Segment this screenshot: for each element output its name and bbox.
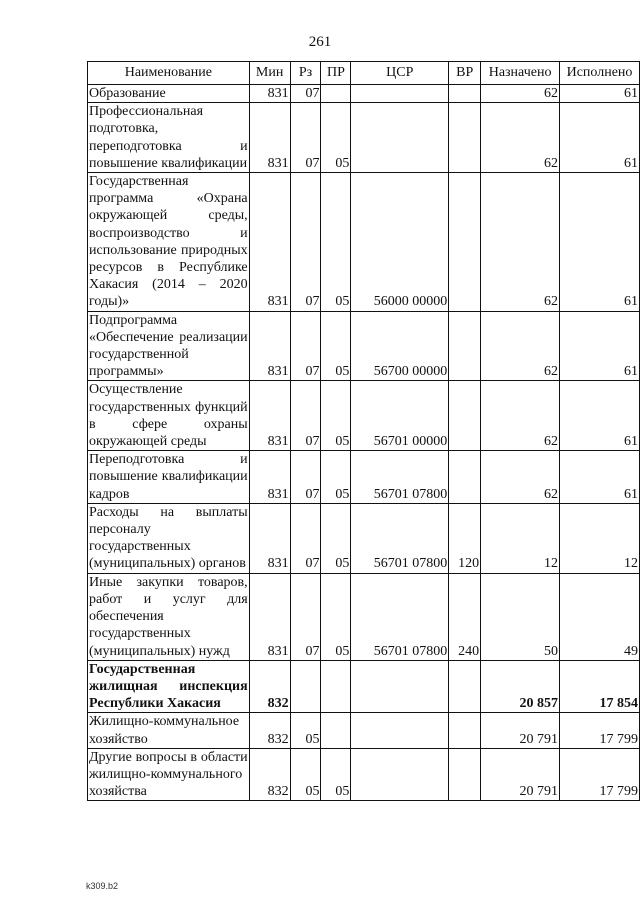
header-vr: ВР xyxy=(449,62,481,85)
row-name: Государственная жилищная инспекция Республики Хакасия xyxy=(89,661,248,712)
row-csr xyxy=(351,748,449,801)
row-pr: 05 xyxy=(321,451,351,504)
table-row xyxy=(88,451,640,504)
row-pr: 05 xyxy=(321,748,351,801)
row-min: 832 xyxy=(249,660,290,713)
row-min: 832 xyxy=(249,748,290,801)
row-name: Профессиональная подготовка, переподготовка и повышение квалификации xyxy=(89,104,248,171)
header-name: Наименование xyxy=(88,62,250,85)
row-name: Подпрограмма «Обеспечение реализации государственной программы» xyxy=(89,312,248,380)
row-executed: 61 xyxy=(560,451,640,504)
row-executed: 17 799 xyxy=(560,748,640,801)
header-assigned: Назначено xyxy=(481,62,560,85)
row-rz: 05 xyxy=(290,713,321,748)
row-pr: 05 xyxy=(321,381,351,451)
row-vr xyxy=(449,451,481,504)
table-row xyxy=(88,713,640,748)
row-assigned: 62 xyxy=(481,173,560,312)
header-pr: ПР xyxy=(321,62,351,85)
table-row xyxy=(88,173,640,312)
row-name: Другие вопросы в области жилищно-коммунального хозяйства xyxy=(89,749,248,800)
row-rz xyxy=(290,660,321,713)
row-csr: 56701 07800 xyxy=(351,503,449,573)
row-vr xyxy=(449,748,481,801)
row-assigned: 20 857 xyxy=(481,660,560,713)
row-csr xyxy=(351,713,449,748)
row-executed: 17 854 xyxy=(560,660,640,713)
row-executed: 17 799 xyxy=(560,713,640,748)
header-executed: Исполнено xyxy=(560,62,640,85)
row-rz: 07 xyxy=(290,451,321,504)
header-min: Мин xyxy=(249,62,290,85)
row-rz: 07 xyxy=(290,173,321,312)
row-csr: 56701 07800 xyxy=(351,573,449,660)
row-pr: 05 xyxy=(321,573,351,660)
row-pr: 05 xyxy=(321,311,351,381)
row-min: 831 xyxy=(249,173,290,312)
row-pr: 05 xyxy=(321,503,351,573)
row-min: 831 xyxy=(249,85,290,103)
row-vr xyxy=(449,85,481,103)
header-csr: ЦСР xyxy=(351,62,449,85)
table-header-row xyxy=(88,62,640,85)
row-name: Образование xyxy=(88,85,250,103)
row-min: 831 xyxy=(249,451,290,504)
table-row xyxy=(88,85,640,103)
table-row xyxy=(88,311,640,381)
row-pr: 05 xyxy=(321,173,351,312)
row-csr: 56701 07800 xyxy=(351,451,449,504)
row-csr: 56701 00000 xyxy=(351,381,449,451)
row-pr: 05 xyxy=(321,103,351,173)
row-vr xyxy=(449,173,481,312)
row-csr xyxy=(351,103,449,173)
table-row xyxy=(88,573,640,660)
budget-table xyxy=(87,61,640,801)
row-vr xyxy=(449,381,481,451)
table-row xyxy=(88,103,640,173)
row-min: 832 xyxy=(249,713,290,748)
row-vr xyxy=(449,660,481,713)
table-row xyxy=(88,381,640,451)
row-executed: 61 xyxy=(560,103,640,173)
row-executed: 61 xyxy=(560,381,640,451)
row-executed: 61 xyxy=(560,173,640,312)
table-row xyxy=(88,660,640,713)
row-csr: 56700 00000 xyxy=(351,311,449,381)
row-vr xyxy=(449,713,481,748)
row-vr xyxy=(449,311,481,381)
row-csr xyxy=(351,660,449,713)
row-pr xyxy=(321,85,351,103)
row-executed: 61 xyxy=(560,85,640,103)
row-rz: 07 xyxy=(290,573,321,660)
row-assigned: 62 xyxy=(481,85,560,103)
row-assigned: 62 xyxy=(481,381,560,451)
row-executed: 61 xyxy=(560,311,640,381)
header-rz: Рз xyxy=(290,62,321,85)
row-rz: 07 xyxy=(290,381,321,451)
row-rz: 07 xyxy=(290,103,321,173)
page-number: 261 xyxy=(308,34,332,50)
row-assigned: 20 791 xyxy=(481,713,560,748)
row-name: Иные закупки товаров, работ и услуг для обеспечения государственных (муниципальных) нужд xyxy=(89,574,248,659)
row-min: 831 xyxy=(249,311,290,381)
row-assigned: 62 xyxy=(481,451,560,504)
row-rz: 07 xyxy=(290,85,321,103)
row-min: 831 xyxy=(249,381,290,451)
row-vr: 240 xyxy=(449,573,481,660)
row-min: 831 xyxy=(249,573,290,660)
row-vr xyxy=(449,103,481,173)
row-pr xyxy=(321,713,351,748)
table-row xyxy=(88,503,640,573)
table-row xyxy=(88,748,640,801)
row-min: 831 xyxy=(249,103,290,173)
row-pr xyxy=(321,660,351,713)
row-assigned: 50 xyxy=(481,573,560,660)
row-name: Расходы на выплаты персоналу государственных (муниципальных) органов xyxy=(89,504,248,572)
row-rz: 07 xyxy=(290,311,321,381)
row-assigned: 12 xyxy=(481,503,560,573)
row-name: Государственная программа «Охрана окружающей среды, воспроизводство и использование природных ресурсов в Республике Хакасия (2014 – 2020 годы)» xyxy=(89,174,248,310)
row-assigned: 62 xyxy=(481,103,560,173)
row-executed: 12 xyxy=(560,503,640,573)
row-vr: 120 xyxy=(449,503,481,573)
row-csr: 56000 00000 xyxy=(351,173,449,312)
row-name: Осуществление государственных функций в сфере охраны окружающей среды xyxy=(89,382,248,450)
row-csr xyxy=(351,85,449,103)
row-rz: 07 xyxy=(290,503,321,573)
row-name: Переподготовка и повышение квалификации кадров xyxy=(89,452,248,502)
row-executed: 49 xyxy=(560,573,640,660)
footer-mark: k309.b2 xyxy=(86,881,119,891)
row-min: 831 xyxy=(249,503,290,573)
table-body xyxy=(88,85,640,801)
row-assigned: 62 xyxy=(481,311,560,381)
row-rz: 05 xyxy=(290,748,321,801)
row-assigned: 20 791 xyxy=(481,748,560,801)
row-name: Жилищно-коммунальное хозяйство xyxy=(88,713,250,748)
